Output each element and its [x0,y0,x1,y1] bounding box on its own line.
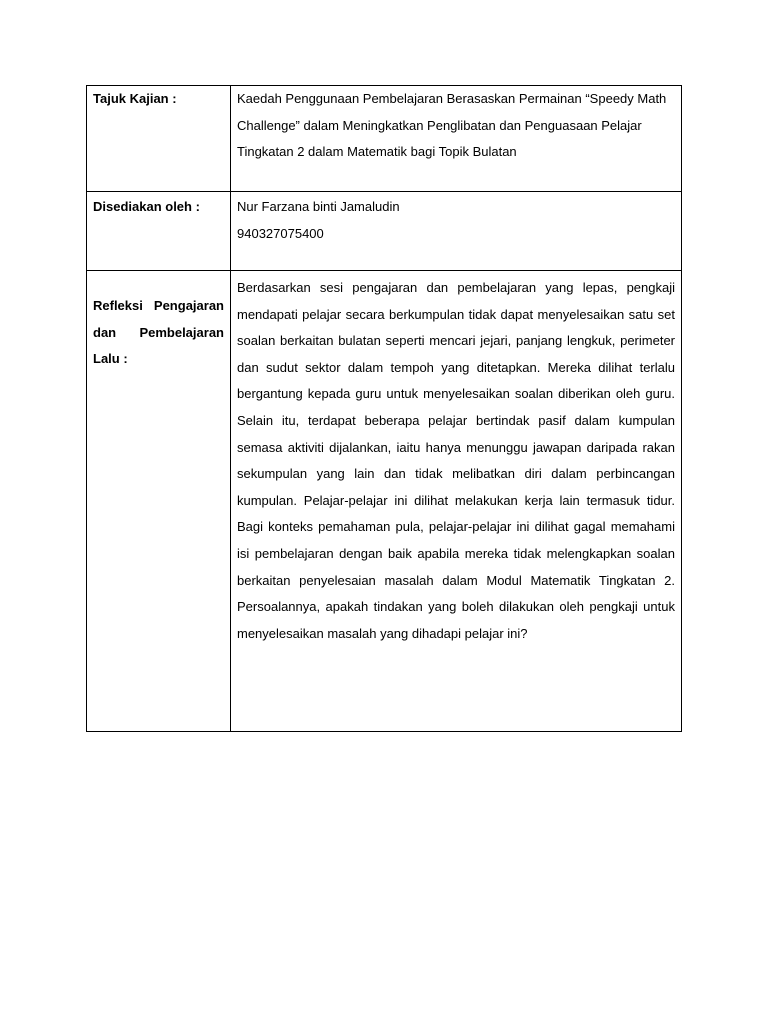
author-value-cell [231,192,682,271]
title-row [87,86,682,192]
title-label: Tajuk Kajian : [87,86,231,192]
author-label: Disediakan oleh : [87,192,231,271]
title-value: Kaedah Penggunaan Pembelajaran Berasaskan Permainan “Speedy Math Challenge” dalam Meningkatkan Penglibatan dan Penguasaan Pelajar Tingkatan 2 dalam Matematik bagi Topik Bulatan [231,86,682,192]
author-row [87,192,682,271]
reflection-text: Berdasarkan sesi pengajaran dan pembelajaran yang lepas, pengkaji mendapati pelajar secara berkumpulan tidak dapat menyelesaikan satu set soalan berkaitan bulatan seperti mencari jejari, panjang lengkuk, perimeter dan sudut sektor dalam tempoh yang ditetapkan. Mereka dilihat terlalu bergantung kepada guru untuk menyelesaikan soalan diberikan oleh guru. Selain itu, terdapat beberapa pelajar bertindak pasif dalam kumpulan semasa aktiviti dijalankan, iaitu hanya menunggu jawapan daripada rakan sekumpulan yang lain dan tidak melibatkan diri dalam perbincangan kumpulan. Pelajar-pelajar ini dilihat melakukan kerja lain termasuk tidur. Bagi konteks pemahaman pula, pelajar-pelajar ini dilihat gagal memahami isi pembelajaran dengan baik apabila mereka tidak melengkapkan soalan berkaitan penyelesaian masalah dalam Modul Matematik Tingkatan 2. Persoalannya, apakah tindakan yang boleh dilakukan oleh pengkaji untuk menyelesaikan masalah yang dihadapi pelajar ini? [231,271,682,732]
reflection-label: Refleksi Pengajaran dan Pembelajaran Lalu : [87,271,231,732]
research-form-table [86,85,682,732]
author-name: Nur Farzana binti Jamaludin [237,199,400,214]
author-id: 940327075400 [237,225,324,241]
reflection-row [87,271,682,732]
